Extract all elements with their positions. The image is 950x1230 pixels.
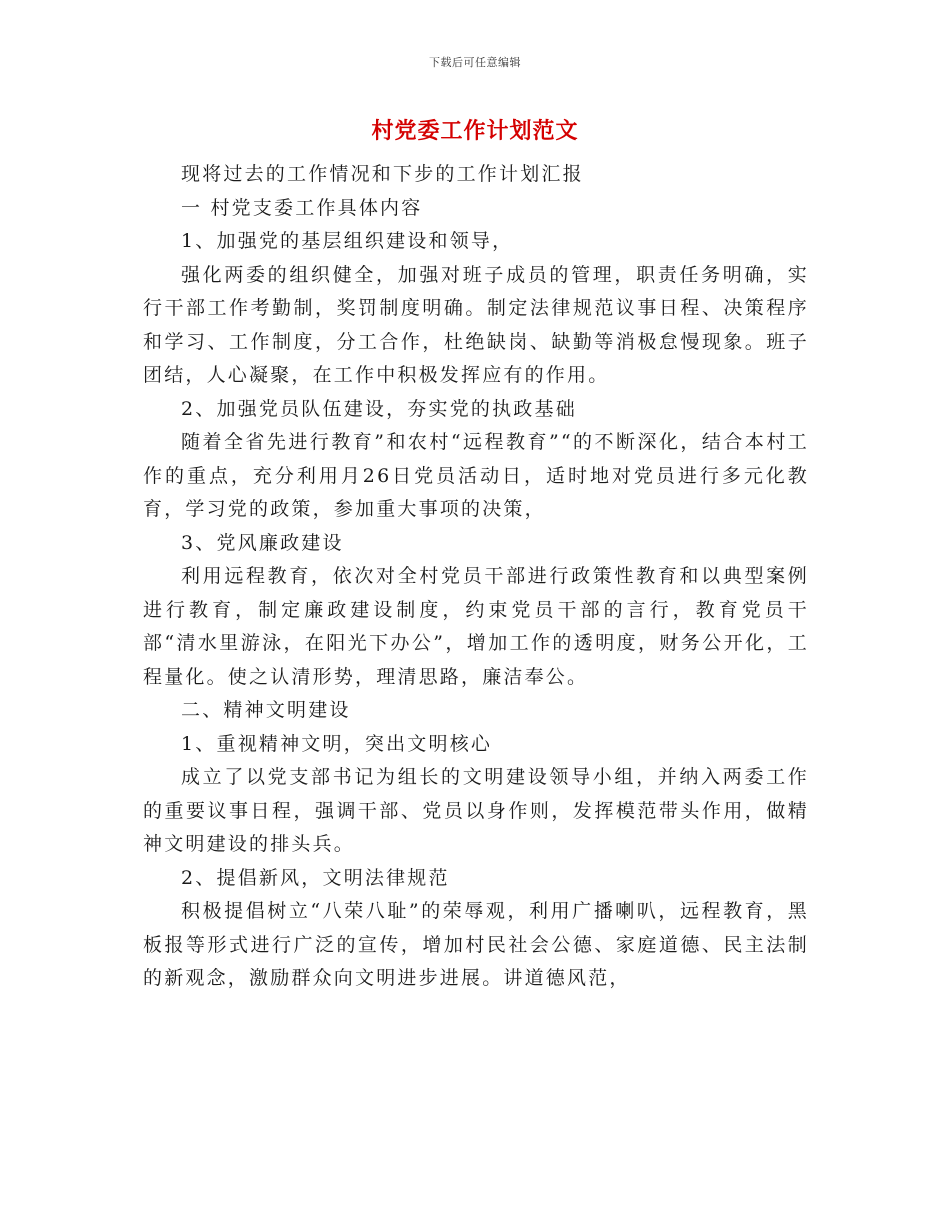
- subsection-heading-2-1: 1、重视精神文明，突出文明核心: [181, 732, 493, 755]
- subsection-heading-1-3: 3、党风廉政建设: [181, 531, 344, 554]
- page-header-note: 下载后可任意编辑: [429, 56, 521, 69]
- subsection-heading-1-2: 2、加强党员队伍建设，夯实党的执政基础: [181, 397, 577, 420]
- body-paragraph: 随着全省先进行教育”和农村“远程教育”“的不断深化，结合本村工作的重点，充分利用月26日党员活动日，适时地对党员进行多元化教育，学习党的政策，参加重大事项的决策，: [143, 431, 809, 520]
- subsection-heading-2-2: 2、提倡新风，文明法律规范: [181, 866, 450, 889]
- subsection-heading-1-1: 1、加强党的基层组织建设和领导，: [181, 230, 514, 252]
- body-paragraph: 利用远程教育，依次对全村党员干部进行政策性教育和以典型案例进行教育，制定廉政建设制度，约束党员干部的言行，教育党员干部“清水里游泳，在阳光下办公”，增加工作的透明度，财务公开化，工程量化。使之认清形势，理清思路，廉洁奉公。: [143, 565, 809, 688]
- section-heading-2: 二、精神文明建设: [181, 699, 351, 721]
- body-paragraph: 成立了以党支部书记为组长的文明建设领导小组，并纳入两委工作的重要议事日程，强调干部、党员以身作则，发挥模范带头作用，做精神文明建设的排头兵。: [143, 766, 809, 855]
- document-title: 村党委工作计划范文: [371, 118, 579, 144]
- section-heading-1: 一 村党支委工作具体内容: [181, 196, 423, 219]
- body-paragraph: 积极提倡树立“八荣八耻”的荣辱观，利用广播喇叭，远程教育，黑板报等形式进行广泛的宣传，增加村民社会公德、家庭道德、民主法制的新观念，激励群众向文明进步进展。讲道德风范，: [143, 900, 809, 989]
- body-paragraph: 强化两委的组织健全，加强对班子成员的管理，职责任务明确，实行干部工作考勤制，奖罚制度明确。制定法律规范议事日程、决策程序和学习、工作制度，分工合作，杜绝缺岗、缺勤等消极怠慢现象。班子团结，人心凝聚，在工作中积极发挥应有的作用。: [143, 263, 809, 386]
- document-body: [143, 158, 809, 996]
- intro-paragraph: 现将过去的工作情况和下步的工作计划汇报: [181, 163, 584, 185]
